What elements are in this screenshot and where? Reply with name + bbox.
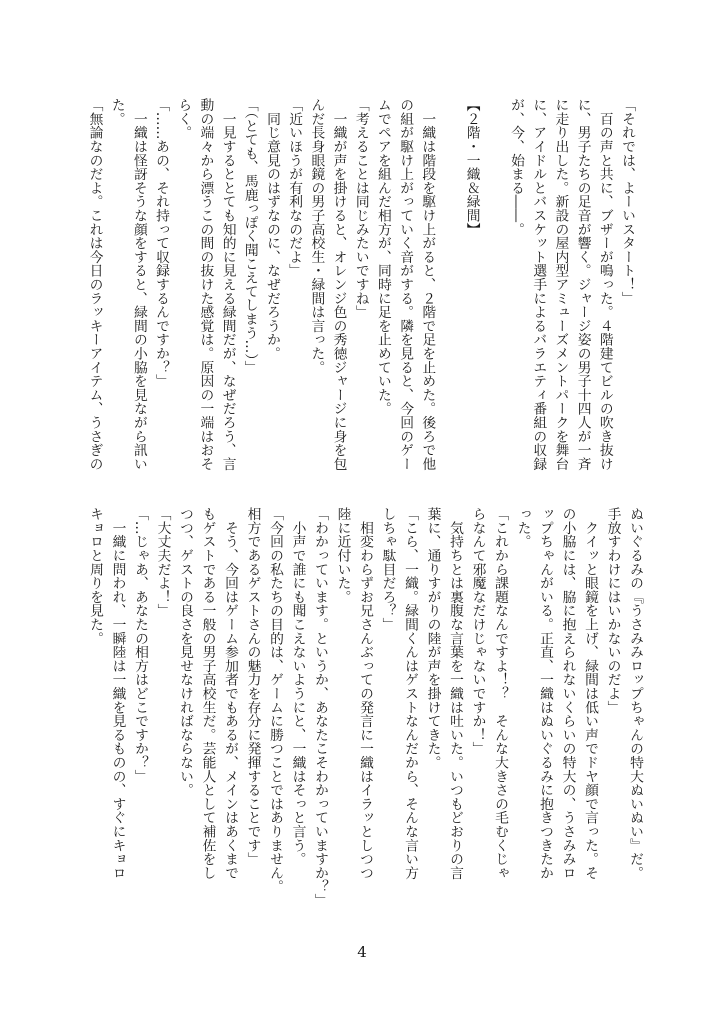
- text-line: 「大丈夫だよ！」: [154, 507, 171, 618]
- text-line: もゲストである一般の男子高校生だ。芸能人として補佐をし: [199, 507, 216, 880]
- text-line: 【２階・一織＆緑間】: [463, 98, 480, 236]
- text-line: 小声で誰にも聞こえないようにと、一織はそっと言う。: [289, 507, 306, 866]
- text-line: らく。: [175, 98, 192, 140]
- text-line: つつ、ゲストの良さを見せなければならない。: [177, 507, 193, 797]
- blank-line: [438, 98, 460, 490]
- text-line: 相方であるゲストさんの魅力を存分に発揮することです」: [244, 507, 261, 866]
- text-line: に、男子たちの足音が響く。ジャージ姿の男子十四人が一斉: [574, 98, 591, 471]
- text-line: 一織は怪訝そうな顔をすると、緑間の小脇を見ながら訊い: [130, 98, 147, 471]
- text-line: 「近いほうが有利なのだよ」: [286, 98, 303, 278]
- text-line: 動の端々から漂うこの間の抜けた感覚は。原因の一端はおそ: [197, 98, 214, 471]
- text-line: 「……あの、それ持って収録するんですか？」: [153, 98, 170, 388]
- text-line: 「今回の私たちの目的は、ゲームに勝つことではありません。: [267, 507, 283, 894]
- text-block-lower: [84, 507, 647, 907]
- text-line: ムでペアを組んだ相方が、同時に足を止めていた。: [374, 98, 391, 416]
- text-line: キョロと周りを見た。: [87, 507, 103, 645]
- text-line: に、アイドルとバスケット選手によるバラエティ番組の収録: [530, 98, 547, 471]
- text-line: 相変わらずお兄さんぶっての発言に一織はイラッとしつつ: [357, 507, 373, 880]
- text-line: 「こら、一織。緑間くんはゲストなんだから、そんな言い方: [402, 507, 418, 880]
- text-line: 百の声と共に、ブザーが鳴った。４階建てビルの吹き抜け: [596, 98, 613, 471]
- text-line: に走り出した。新設の屋内型アミューズメントパークを舞台: [552, 98, 569, 471]
- text-line: しちゃ駄目だろ？」: [379, 507, 396, 632]
- text-line: 一織が声を掛けると、オレンジ色の秀徳ジャージに身を包: [330, 98, 347, 471]
- text-line: 「これから課題なんですよ！？ そんな大きさの毛むくじゃ: [492, 507, 508, 880]
- text-line: ップちゃんがいる。正直、一織はぬいぐるみに抱きつきたか: [537, 507, 553, 880]
- text-line: らなんて邪魔なだけじゃないですか！」: [469, 507, 486, 756]
- text-line: 陸に近付いた。: [334, 507, 351, 604]
- text-line: 一見するととても知的に見える緑間だが、なぜだろう、言: [219, 98, 236, 471]
- text-line: 一織は階段を駆け上がると、２階で足を止めた。後ろで他: [419, 98, 436, 471]
- text-line: んだ長身眼鏡の男子高校生・緑間は言った。: [308, 98, 325, 374]
- blank-line: [483, 98, 505, 490]
- text-line: 「それでは、よーいスタート！」: [619, 98, 635, 305]
- text-line: 「わかっています。というか、あなたこそわかっていますか？」: [312, 507, 328, 908]
- text-line: った。: [514, 507, 531, 549]
- text-line: の組が駆け上がっていく音がする。隣を見ると、今回のゲー: [397, 98, 414, 471]
- text-line: た。: [108, 98, 125, 126]
- text-line: 手放すわけにはいかないのだよ」: [604, 507, 621, 714]
- page-number: 4: [357, 943, 367, 961]
- text-line: 「…じゃあ、あなたの相方はどこですか？」: [132, 507, 148, 783]
- text-line: 気持ちとは裏腹な言葉を一織は吐いた。いつもどおりの言: [447, 507, 463, 880]
- text-line: 葉に、通りすがりの陸が声を掛けてきた。: [424, 507, 441, 770]
- text-line: 「（とても、馬鹿っぽく聞こえてしまう…）」: [241, 98, 258, 374]
- text-line: そう、今回はゲーム参加者でもあるが、メインはあくまで: [222, 507, 238, 880]
- text-line: クイッと眼鏡を上げ、緑間は低い声でドヤ顔で言った。そ: [582, 507, 598, 880]
- text-line: 一織に問われ、一瞬陸は一織を見るものの、すぐにキョロ: [109, 507, 126, 880]
- text-line: ぬいぐるみの『うさみみロップちゃんの特大ぬいぬい』だ。: [627, 507, 643, 880]
- text-line: 「無論なのだよ。これは今日のラッキーアイテム、うさぎの: [86, 98, 103, 471]
- text-line: の小脇には、脇に抱えられないくらいの特大の、うさみみロ: [559, 507, 576, 880]
- text-line: 「考えることは同じみたいですね」: [352, 98, 369, 319]
- text-block-upper: [83, 98, 638, 490]
- text-line: が、今、始まる――。: [508, 98, 525, 236]
- text-line: 同じ意見のはずなのに、なぜだろうか。: [264, 98, 280, 361]
